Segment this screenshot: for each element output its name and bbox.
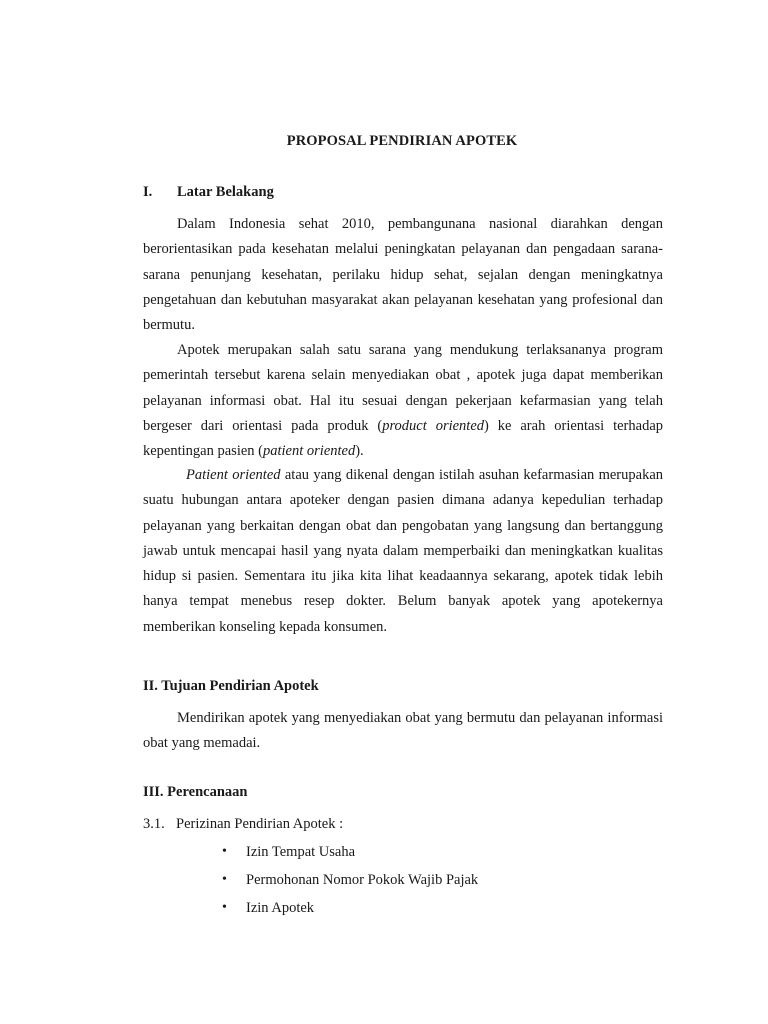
subsection-perizinan xyxy=(143,816,343,833)
paragraph-latar-belakang-2 xyxy=(143,338,663,464)
list-item-text: Izin Tempat Usaha xyxy=(246,844,356,860)
subsection-label: Perizinan Pendirian Apotek : xyxy=(176,816,344,832)
italic-term: product oriented xyxy=(382,417,485,434)
paragraph-text: atau yang dikenal dengan istilah asuhan kefarmasian merupakan suatu hubungan antara apoteker dengan pasien dimana adanya kepedulian terhadap pelayanan yang berkaitan dengan obat dan pengobatan yang langsung dan bertanggung jawab untuk mencapai hasil yang nyata dalam memperbaiki dan meningkatkan kualitas hidup si pasien. Sementara itu jika kita lihat keadaannya sekarang, apotek tidak lebih hanya tempat menebus resep dokter. Belum banyak apotek yang apotekernya memberikan konseling kepada konsumen. xyxy=(143,467,664,635)
subsection-number: 3.1. xyxy=(143,816,165,832)
bullet-icon: • xyxy=(222,844,227,859)
italic-term: Patient oriented xyxy=(186,467,281,483)
paragraph-text: ) ke arah orientasi terhadap kepentingan pasien ( xyxy=(143,417,663,460)
bullet-icon: • xyxy=(222,872,227,887)
section-heading-tujuan: II. Tujuan Pendirian Apotek xyxy=(143,678,319,694)
paragraph-text: Apotek merupakan salah satu sarana yang mendukung terlaksananya program pemerintah tersebut karena selain menyediakan obat , apotek juga dapat memberikan pelayanan informasi obat. Hal itu sesuai dengan pekerjaan kefarmasian yang telah bergeser dari orientasi pada produk ( xyxy=(143,342,663,434)
list-item xyxy=(222,869,478,897)
italic-term: patient oriented xyxy=(263,443,356,460)
list-item-text: Izin Apotek xyxy=(246,900,315,916)
list-item-text: Permohonan Nomor Pokok Wajib Pajak xyxy=(246,872,479,888)
document-title: PROPOSAL PENDIRIAN APOTEK xyxy=(286,133,518,149)
bullet-icon: • xyxy=(222,900,227,915)
paragraph-text: ). xyxy=(355,443,364,460)
list-item xyxy=(222,897,478,925)
section-number: I. xyxy=(143,184,153,200)
paragraph-latar-belakang-1: Dalam Indonesia sehat 2010, pembangunana nasional diarahkan dengan berorientasikan pada kesehatan melalui peningkatan pelayanan dan pengadaan sarana-sarana penunjang kesehatan, perilaku hidup sehat, sejalan dengan meningkatnya pengetahuan dan kebutuhan masyarakat akan pelayanan kesehatan yang profesional dan bermutu. xyxy=(143,216,663,334)
section-heading-latar-belakang xyxy=(143,184,274,201)
paragraph-tujuan: Mendirikan apotek yang menyediakan obat yang bermutu dan pelayanan informasi obat yang memadai. xyxy=(143,710,663,752)
list-item xyxy=(222,841,478,869)
section-title: Latar Belakang xyxy=(177,184,274,200)
paragraph-latar-belakang-3 xyxy=(143,463,663,640)
bullet-list-perizinan xyxy=(222,841,478,925)
section-heading-perencanaan: III. Perencanaan xyxy=(143,784,248,800)
